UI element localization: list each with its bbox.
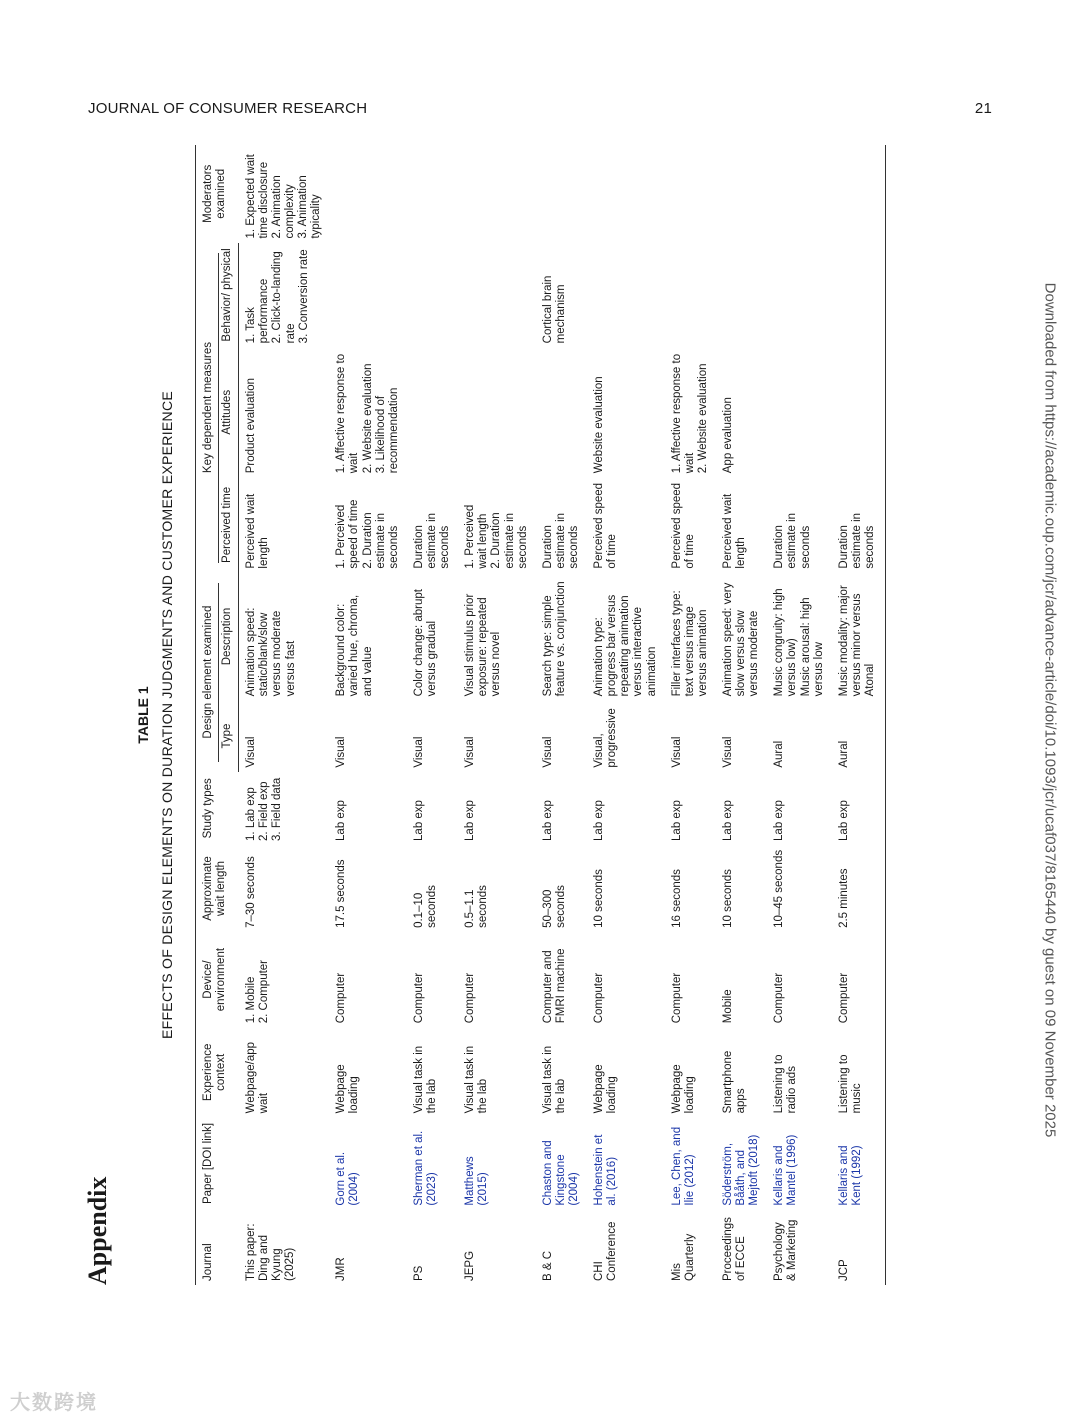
cell-wait: 7–30 seconds <box>244 856 257 928</box>
col-type: Type <box>219 700 239 771</box>
cell-experience: Webpage loading <box>593 1064 619 1114</box>
cell-device: Computer <box>670 972 683 1024</box>
cell-device: Mobile <box>722 989 734 1024</box>
table-row <box>718 145 769 1285</box>
measures-group-label: Key dependent measures <box>202 253 219 563</box>
cell-wait: 10–45 seconds <box>773 849 786 928</box>
table-row <box>769 145 833 1285</box>
table-row <box>460 145 538 1285</box>
cell-description: Search type: simple feature vs. conjunction <box>541 581 567 697</box>
cell-perceived-time: Duration estimate in seconds <box>412 512 452 569</box>
cell-perceived-time: Perceived wait length <box>722 493 748 569</box>
cell-description: Visual stimulus prior exposure: repeated versus novel <box>464 593 503 697</box>
cell-device: Computer and FMRI machine <box>541 948 567 1024</box>
cell-study: Lab exp <box>412 800 425 841</box>
cell-wait: 0.5–1.1 seconds <box>464 885 490 928</box>
cell-type: Visual, progressive <box>593 708 619 768</box>
cell-journal: CHI Conference <box>593 1221 619 1281</box>
cell-device: 1. Mobile 2. Computer <box>244 959 270 1024</box>
cell-study: Lab exp <box>670 800 683 841</box>
cell-device: Computer <box>773 972 786 1024</box>
cell-paper <box>239 1117 332 1209</box>
cell-perceived-time: Duration estimate in seconds <box>541 512 581 569</box>
cell-behavior: 1. Task performance 2. Click-to-landing rate 3. Conversion rate <box>245 249 310 344</box>
cell-journal: PS <box>412 1265 425 1281</box>
cell-moderators <box>834 145 886 243</box>
cell-journal: JCP <box>834 1210 886 1285</box>
cell-device: Computer <box>335 972 348 1024</box>
cell-journal: Proceedings of ECCE <box>722 1217 748 1281</box>
table-row <box>409 145 460 1285</box>
table-row <box>834 145 886 1285</box>
cell-device: Computer <box>412 972 425 1024</box>
cell-behavior <box>718 243 769 348</box>
cell-study: Lab exp <box>541 800 554 841</box>
cell-behavior <box>460 243 538 348</box>
cell-journal: Psychology & Marketing <box>773 1219 799 1281</box>
cell-perceived-time: 1. Perceived wait length 2. Duration estimate in seconds <box>464 504 529 569</box>
cell-paper[interactable]: Matthews (2015) <box>464 1156 490 1206</box>
cell-attitudes <box>460 347 538 477</box>
cell-description: Color change: abrupt versus gradual <box>412 589 439 697</box>
cell-wait: 50–300 seconds <box>541 885 567 928</box>
table-caption: EFFECTS OF DESIGN ELEMENTS ON DURATION JUDGMENTS AND CUSTOMER EXPERIENCE <box>159 390 175 1040</box>
cell-type: Visual <box>670 736 683 768</box>
download-note: Downloaded from https://academic.oup.com/jcr/advance-article/doi/10.1093/jcr/ucaf037/8165440 by guest on 09 November 2025 <box>1041 282 1059 1138</box>
cell-wait: 2.5 minutes <box>834 845 886 932</box>
cell-type: Visual <box>464 736 477 768</box>
cell-behavior <box>331 243 409 348</box>
cell-description: Animation speed: very slow versus slow versus moderate <box>722 582 761 697</box>
cell-attitudes <box>538 347 589 477</box>
cell-experience: Webpage loading <box>335 1064 361 1114</box>
cell-perceived-time: Duration estimate in seconds <box>773 512 812 569</box>
journal-name: JOURNAL OF CONSUMER RESEARCH <box>88 100 368 117</box>
cell-attitudes <box>769 347 833 477</box>
cell-moderators: 1. Expected wait time disclosure 2. Animation complexity 3. Animation typicality <box>244 154 323 239</box>
cell-experience: Smartphone apps <box>722 1050 748 1114</box>
cell-study: Lab exp <box>464 800 477 841</box>
cell-experience: Listening to radio ads <box>773 1054 799 1114</box>
design-group-label: Design element examined <box>202 583 219 762</box>
appendix-rotated-block <box>83 145 933 1285</box>
watermark: 大数跨境 <box>10 1392 98 1414</box>
cell-attitudes: 1. Affective response to wait 2. Website evaluation <box>670 353 709 474</box>
cell-attitudes <box>409 347 460 477</box>
appendix-content <box>83 145 933 1285</box>
cell-moderators <box>460 145 538 243</box>
col-behavior: Behavior/ physical <box>219 243 239 348</box>
cell-experience: Visual task in the lab <box>464 1045 490 1114</box>
cell-behavior <box>834 243 886 348</box>
col-paper: Paper [DOI link] <box>196 1117 239 1209</box>
cell-behavior <box>589 243 667 348</box>
table-row <box>331 145 409 1285</box>
cell-description: Filler interfaces type: text versus image versus animation <box>670 590 709 697</box>
col-group-measures <box>196 243 220 573</box>
cell-attitudes: Product evaluation <box>245 377 258 474</box>
cell-paper[interactable]: Sherman et al. (2023) <box>412 1130 439 1206</box>
appendix-title: Appendix <box>83 1176 112 1285</box>
appendix-table <box>195 145 886 1285</box>
cell-attitudes <box>834 347 886 477</box>
cell-perceived-time: 1. Perceived speed of time 2. Duration estimate in seconds <box>335 499 400 569</box>
col-moderators: Moderators examined <box>196 145 239 243</box>
cell-wait: 10 seconds <box>593 869 606 928</box>
cell-device: Computer <box>834 932 886 1027</box>
table-row <box>667 145 718 1285</box>
cell-moderators <box>589 145 667 243</box>
table-row <box>239 145 332 1285</box>
cell-description: Background color: varied hue, chroma, and value <box>335 594 374 697</box>
cell-wait: 16 seconds <box>670 869 683 928</box>
cell-experience: Webpage loading <box>670 1064 696 1114</box>
cell-device: Computer <box>464 972 477 1024</box>
cell-description: Animation type: progress bar versus repeating animation versus interactive animation <box>593 594 658 697</box>
cell-journal: Mis Quarterly <box>670 1233 696 1281</box>
cell-moderators <box>331 145 409 243</box>
table-row <box>538 145 589 1285</box>
cell-paper[interactable]: Chaston and Kingstone (2004) <box>541 1140 581 1206</box>
cell-study: Lab exp <box>593 800 606 841</box>
col-group-design <box>196 573 220 772</box>
cell-description: Music congruity: high versus low) Music arousal: high versus low <box>773 588 825 697</box>
cell-study: Lab exp <box>773 800 786 841</box>
cell-device: Computer <box>593 972 606 1024</box>
col-wait-length: Approximate wait length <box>196 845 239 932</box>
cell-paper[interactable]: Gorn et al. (2004) <box>335 1151 361 1206</box>
cell-paper[interactable]: Kellaris and Kent (1992) <box>834 1117 886 1209</box>
cell-paper[interactable]: Lee, Chen, and Ilie (2012) <box>670 1126 696 1206</box>
cell-behavior <box>409 243 460 348</box>
cell-type: Visual <box>412 736 425 768</box>
cell-perceived-time: Perceived speed of time <box>670 482 696 569</box>
cell-perceived-time: Perceived wait length <box>245 493 271 569</box>
running-head <box>88 100 992 117</box>
col-journal: Journal <box>196 1210 239 1285</box>
col-device: Device/ environment <box>196 932 239 1027</box>
cell-wait: 10 seconds <box>722 869 734 928</box>
cell-study: Lab exp <box>722 800 734 841</box>
cell-description: Animation speed: static/blank/slow versus moderate versus fast <box>245 607 297 697</box>
cell-behavior <box>667 243 718 348</box>
cell-type: Visual <box>335 736 348 768</box>
cell-journal: B & C <box>541 1250 554 1281</box>
col-description: Description <box>219 573 239 701</box>
cell-study: Lab exp <box>335 800 348 841</box>
cell-type: Aural <box>773 740 786 768</box>
cell-attitudes: Website evaluation <box>593 376 606 474</box>
cell-perceived-time: Perceived speed of time <box>593 482 619 569</box>
col-perceived-time: Perceived time <box>219 477 239 572</box>
cell-journal: JMR <box>335 1257 348 1281</box>
cell-experience: Webpage/app wait <box>244 1041 270 1114</box>
cell-paper[interactable]: Kellaris and Mantel (1996) <box>773 1134 799 1206</box>
cell-behavior: Cortical brain mechanism <box>541 275 567 344</box>
table-body <box>239 145 886 1285</box>
cell-behavior <box>769 243 833 348</box>
cell-attitudes: App evaluation <box>722 397 734 474</box>
cell-paper[interactable]: Söderström, Bååth, and Mejtoft (2018) <box>722 1134 761 1206</box>
cell-type: Visual <box>541 736 554 768</box>
table-row <box>589 145 667 1285</box>
cell-study: Lab exp <box>834 772 886 845</box>
cell-experience: Listening to music <box>834 1027 886 1117</box>
cell-moderators <box>667 145 718 243</box>
cell-journal: This paper: Ding and Kyung (2025) <box>244 1223 297 1281</box>
cell-type: Visual <box>245 736 258 768</box>
cell-paper[interactable]: Hohenstein et al. (2016) <box>593 1134 619 1206</box>
cell-study: 1. Lab exp 2. Field exp 3. Field data <box>244 777 283 841</box>
cell-perceived-time: Duration estimate in seconds <box>834 477 886 572</box>
cell-type: Aural <box>834 700 886 771</box>
col-study-types: Study types <box>196 772 239 845</box>
cell-experience: Visual task in the lab <box>541 1045 567 1114</box>
cell-moderators <box>769 145 833 243</box>
col-experience: Experience context <box>196 1027 239 1117</box>
page-number: 21 <box>974 100 992 117</box>
cell-moderators <box>409 145 460 243</box>
cell-experience: Visual task in the lab <box>412 1045 439 1114</box>
cell-moderators <box>538 145 589 243</box>
cell-description: Music modality: major versus minor versus Atonal <box>834 573 886 701</box>
cell-wait: 0.1–10 seconds <box>412 885 439 928</box>
cell-attitudes: 1. Affective response to wait 2. Website evaluation 3. Likelihood of recommendation <box>335 353 400 474</box>
table-label: TABLE 1 <box>135 686 151 744</box>
cell-wait: 17.5 seconds <box>335 859 348 928</box>
cell-type: Visual <box>722 736 734 768</box>
cell-journal: JEPG <box>464 1250 477 1281</box>
cell-moderators <box>718 145 769 243</box>
col-attitudes: Attitudes <box>219 347 239 477</box>
